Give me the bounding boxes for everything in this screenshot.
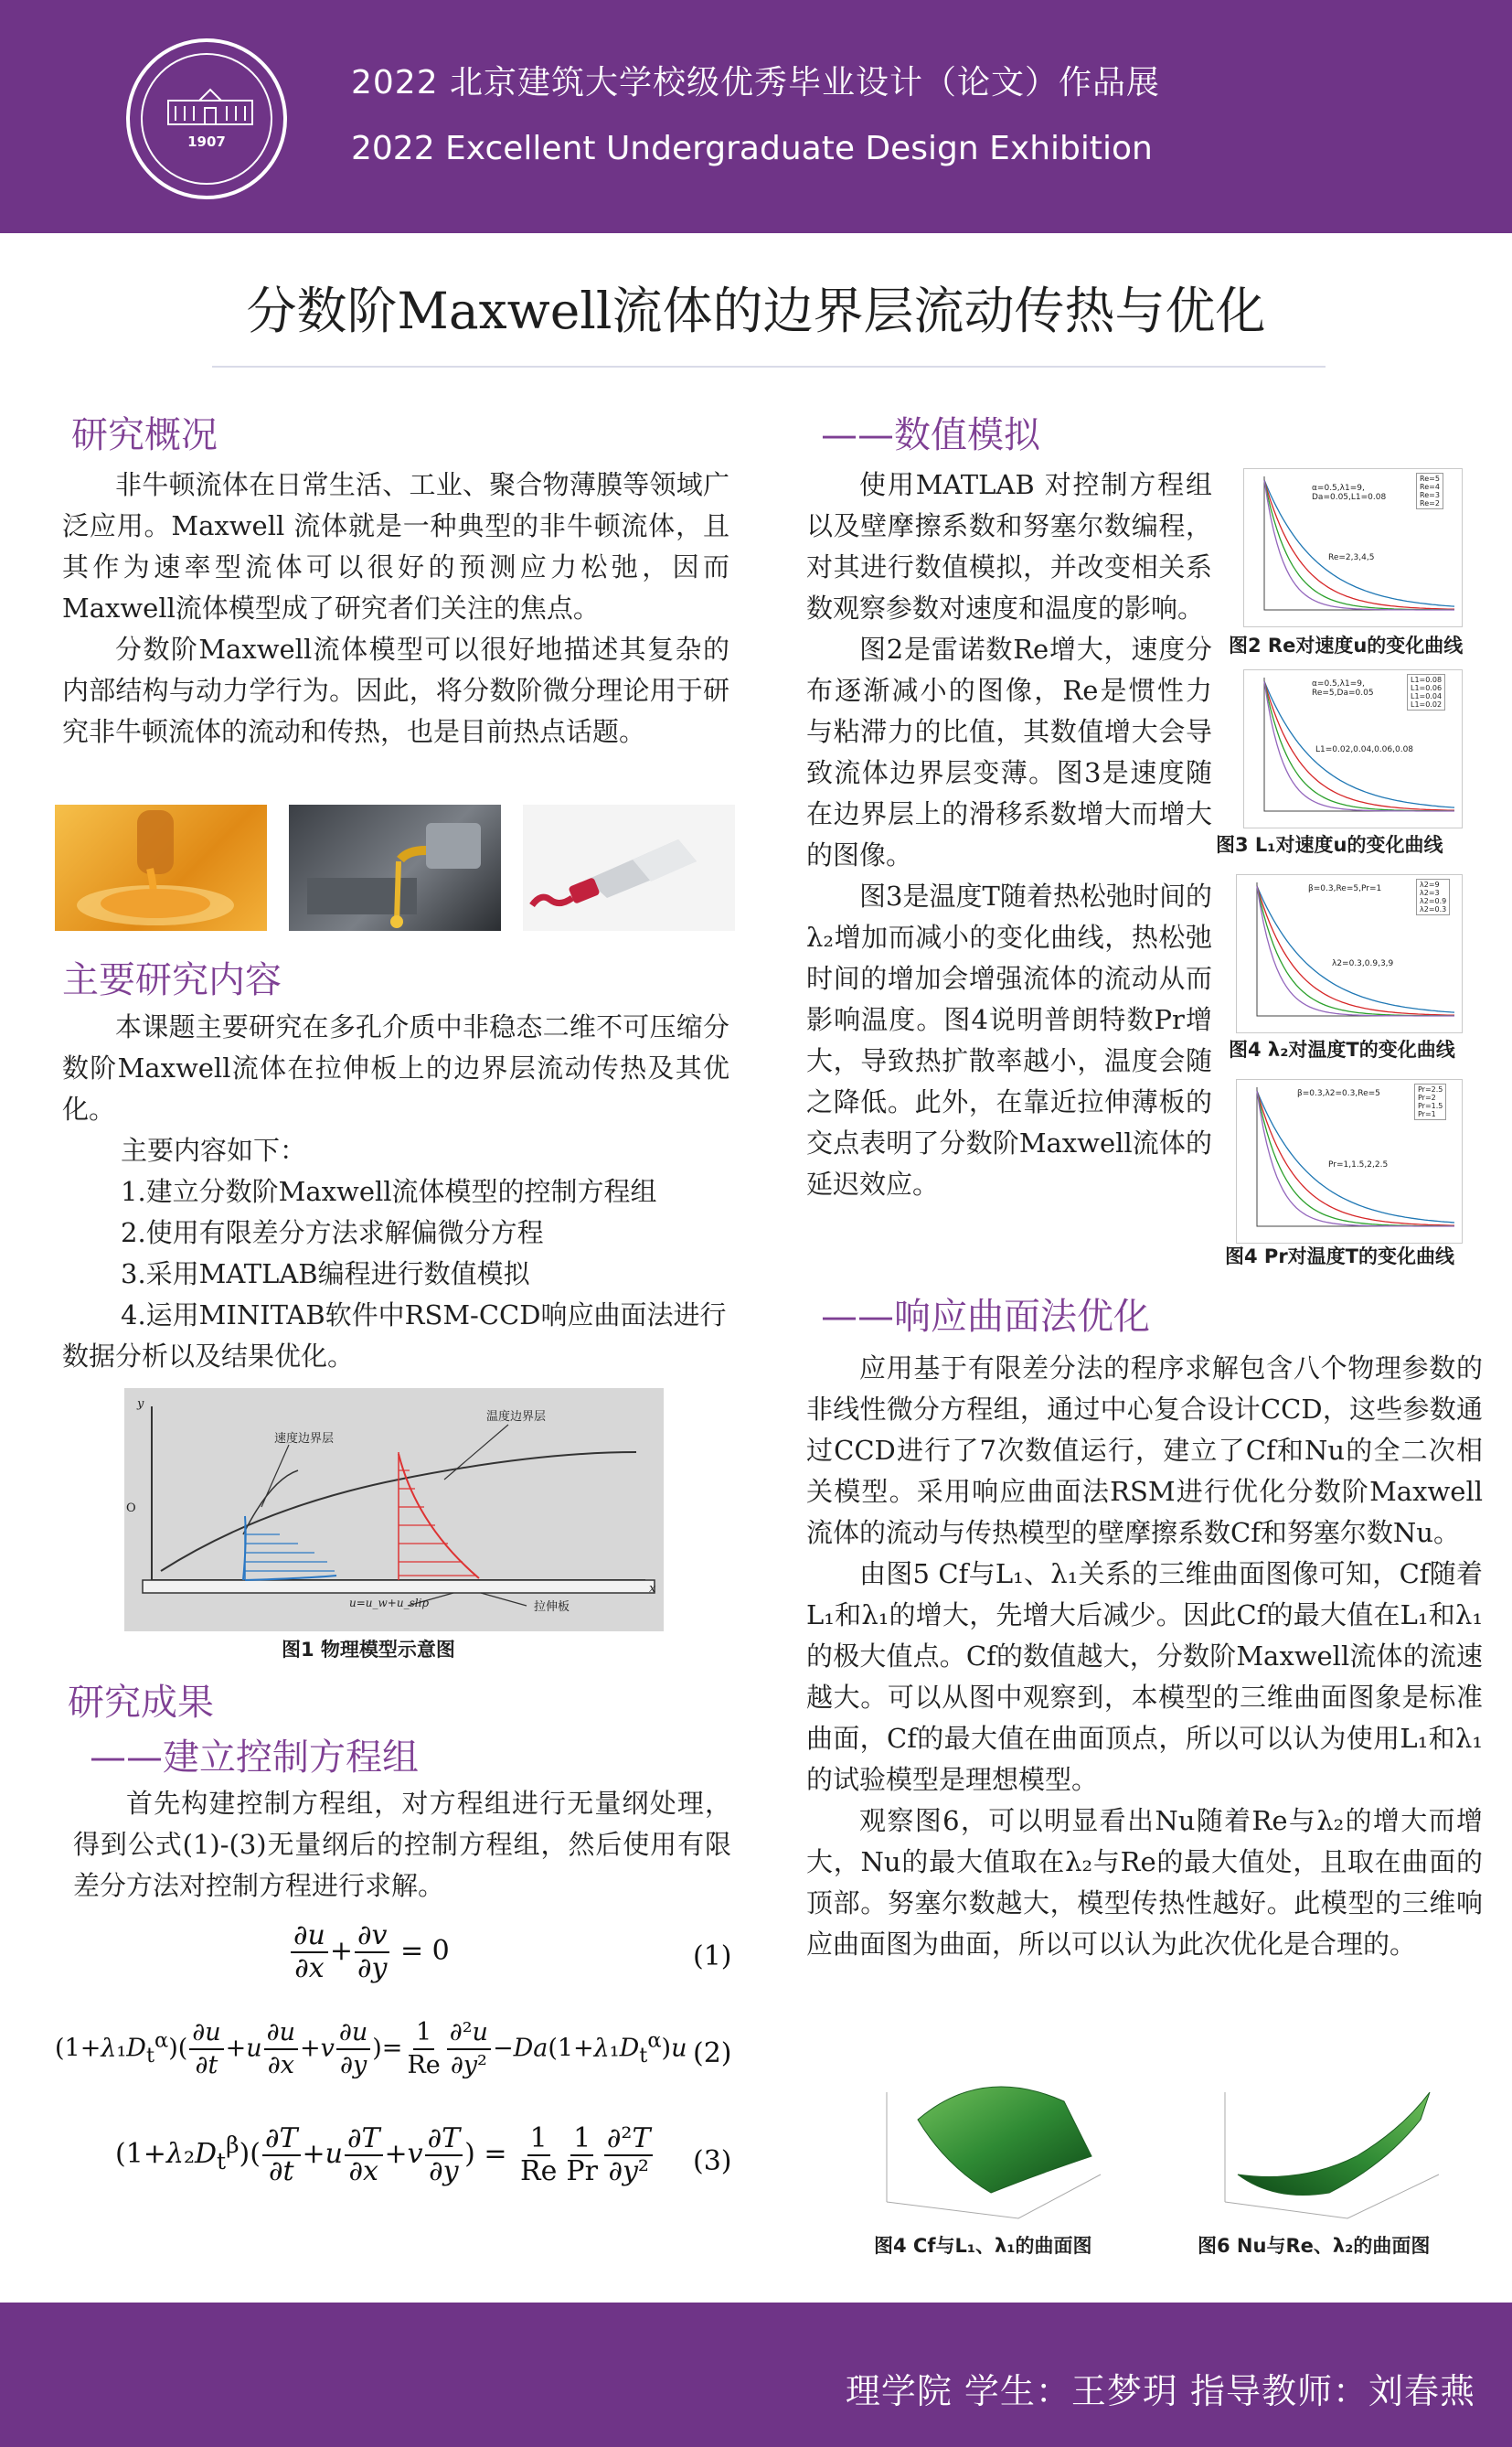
equation-2-number: (2) (693, 2037, 732, 2069)
legend-entry: λ2=0.9 (1420, 897, 1447, 905)
header-title-cn: 2022 北京建筑大学校级优秀毕业设计（论文）作品展 (351, 64, 1161, 102)
numerical-heading: ——数值模拟 (821, 414, 1040, 456)
list-item: 2.使用有限差分方法求解偏微分方程 (121, 1217, 544, 1248)
legend-entry: L1=0.08 (1411, 676, 1443, 684)
legend-entry: L1=0.06 (1411, 684, 1443, 692)
rsm-paragraph-2: 由图5 Cf与L₁、λ₁关系的三维曲面图像可知，Cf随着L₁和λ₁的增大，先增大后减少。因此Cf的最大值在L₁和λ₁的极大值点。Cf的数值越大，分数阶Maxwell流体的流速越大。可以从图中观察到，本模型的三维曲面图象是标准曲面，Cf的最大值在曲面顶点，所以可以认为使用L₁和λ₁的试验模型是理想模型。 (806, 1558, 1483, 1795)
equations-intro-text: 首先构建控制方程组，对方程组进行无量纲处理，得到公式(1)-(3)无量纲后的控制方程组，然后使用有限差分方法对控制方程进行求解。 (73, 1788, 731, 1901)
plot-params: β=0.3,λ2=0.3,Re=5 (1297, 1089, 1380, 1098)
header-title-en: 2022 Excellent Undergraduate Design Exhibition (351, 130, 1153, 167)
paint-tube-photo (523, 805, 735, 931)
plot-lambda2-temperature (1236, 874, 1463, 1033)
figure-5-surface (854, 2056, 1119, 2226)
list-item: 4.运用MINITAB软件中RSM-CCD响应曲面法进行数据分析以及结果优化。 (62, 1299, 727, 1372)
equation-3-number: (3) (693, 2145, 732, 2177)
figure-4b-caption: 图4 Pr对温度T的变化曲线 (1225, 1245, 1454, 1267)
plot-annotation: λ2=0.3,0.9,3,9 (1332, 959, 1394, 968)
legend-entry: λ2=3 (1420, 889, 1440, 897)
plot-l1-velocity (1243, 669, 1463, 828)
x-axis-label: x (649, 1582, 656, 1596)
plot-annotation: Pr=1,1.5,2,2.5 (1328, 1160, 1389, 1170)
equation-1-number: (1) (693, 1940, 732, 1972)
plot-params: α=0.5,λ1=9, Re=5,Da=0.05 (1312, 679, 1374, 698)
legend-entry: Pr=2.5 (1418, 1085, 1443, 1094)
rsm-paragraph-1: 应用基于有限差分法的程序求解包含八个物理参数的非线性微分方程组，通过中心复合设计CCD，这些参数通过CCD进行了7次数值运行，建立了Cf和Nu的全二次相关模型。采用响应曲面法RSM进行优化分数阶Maxwell流体的流动与传热模型的壁摩擦系数Cf和努塞尔数Nu。 (806, 1352, 1483, 1548)
figure-3-caption: 图3 L₁对速度u的变化曲线 (1216, 834, 1443, 856)
figure-1-physical-model (124, 1388, 664, 1631)
velocity-formula-label: u=u_w+u_slip (349, 1597, 430, 1609)
legend-entry: Pr=2 (1418, 1094, 1436, 1102)
plot-legend (1416, 879, 1450, 915)
equation-2: $(1+\lambda_1D_t^\alpha)$( $\frac{\partial u}{\partial t}$ +u $\frac{\partial u}{\partial x}$ +v $\frac{\partial u}{\partial y}$ )= $\frac{1}{Re}$ $\frac{\text{∂²u}}{\text{∂y²}}$ $-Da(1+\lambda_1D_t^\alpha)u$ (55, 2018, 687, 2079)
equation-3: $(1+\lambda_2D_t^\beta)$( $\frac{\partial T}{\partial t}$ +u $\frac{\partial T}{\partial x}$ +v $\frac{\partial T}{\partial y}$ ) = $\frac{1}{Re}$ $\frac{1}{Pr}$ $\frac{\text{∂²T}}{\text{∂y²}}$ (115, 2123, 655, 2187)
numerical-text (806, 465, 1212, 1205)
main-content-heading: 主要研究内容 (62, 959, 282, 1001)
footer-credits: 理学院 学生：王梦玥 指导教师：刘春燕 (845, 2371, 1475, 2411)
equations-subheading: ——建立控制方程组 (90, 1736, 419, 1779)
overview-text (62, 465, 729, 753)
plot-re-velocity (1243, 468, 1463, 627)
legend-entry: Re=5 (1420, 475, 1440, 483)
overview-paragraph-2: 分数阶Maxwell流体模型可以很好地描述其复杂的内部结构与动力学行为。因此，将分数阶微分理论用于研究非牛顿流体的流动和传热，也是目前热点话题。 (62, 634, 729, 747)
numerical-paragraph-2: 图2是雷诺数Re增大，速度分布逐渐减小的图像，Re是惯性力与粘滞力的比值，其数值增大会导致流体边界层变薄。图3是速度随在边界层上的滑移系数增大而增大的图像。 (806, 634, 1212, 871)
figure-5-caption: 图4 Cf与L₁、λ₁的曲面图 (874, 2235, 1092, 2257)
title-divider (212, 366, 1326, 368)
plot-legend (1416, 473, 1443, 509)
main-content-list-title: 主要内容如下： (121, 1135, 307, 1166)
temperature-layer-label: 温度边界层 (486, 1410, 547, 1424)
plot-annotation: Re=2,3,4,5 (1328, 553, 1375, 562)
origin-label: O (126, 1501, 136, 1515)
plate-label: 拉伸板 (534, 1600, 570, 1614)
rsm-paragraph-3: 观察图6，可以明显看出Nu随着Re与λ₂的增大而增大，Nu的最大值取在λ₂与Re的最大值处，且取在曲面的顶部。努塞尔数越大，模型传热性越好。此模型的三维响应曲面图为曲面，所以可以认为此次优化是合理的。 (806, 1805, 1483, 1960)
figure-2-caption: 图2 Re对速度u的变化曲线 (1229, 635, 1464, 657)
university-logo (126, 38, 287, 199)
engine-oil-photo (289, 805, 501, 931)
plot-annotation: L1=0.02,0.04,0.06,0.08 (1315, 745, 1414, 754)
velocity-layer-label: 速度边界层 (274, 1432, 335, 1446)
rsm-heading: ——响应曲面法优化 (821, 1296, 1150, 1338)
legend-entry: Pr=1 (1418, 1110, 1436, 1118)
logo-year: 1907 (187, 134, 226, 150)
legend-entry: Re=3 (1420, 491, 1440, 499)
list-item: 1.建立分数阶Maxwell流体模型的控制方程组 (121, 1176, 657, 1207)
legend-entry: L1=0.02 (1411, 700, 1443, 709)
list-item: 3.采用MATLAB编程进行数值模拟 (121, 1258, 530, 1289)
numerical-paragraph-1: 使用MATLAB 对控制方程组以及壁摩擦系数和努塞尔数编程，对其进行数值模拟，并改变相关系数观察参数对速度和温度的影响。 (806, 469, 1212, 624)
legend-entry: Re=2 (1420, 499, 1440, 508)
legend-entry: λ2=0.3 (1420, 905, 1447, 914)
plot-legend (1407, 674, 1445, 711)
results-heading: 研究成果 (68, 1682, 214, 1724)
y-axis-label: y (137, 1397, 144, 1411)
plot-params: β=0.3,Re=5,Pr=1 (1308, 884, 1382, 893)
plot-pr-temperature (1236, 1079, 1463, 1244)
honey-photo (55, 805, 267, 931)
poster-title: 分数阶Maxwell流体的边界层流动传热与优化 (246, 282, 1266, 340)
figure-6-surface (1192, 2056, 1466, 2226)
rsm-text (806, 1348, 1483, 1965)
overview-paragraph-1: 非牛顿流体在日常生活、工业、聚合物薄膜等领域广泛应用。Maxwell 流体就是一种典型的非牛顿流体，且其作为速率型流体可以很好的预测应力松弛，因而Maxwell流体模型成了研究者们关注的焦点。 (62, 469, 729, 624)
legend-entry: Pr=1.5 (1418, 1102, 1443, 1110)
figure-4a-caption: 图4 λ₂对温度T的变化曲线 (1229, 1039, 1455, 1061)
plot-legend (1414, 1084, 1446, 1120)
figure-6-caption: 图6 Nu与Re、λ₂的曲面图 (1198, 2235, 1431, 2257)
equation-1: $\frac{\partial u}{\partial x}$ + $\frac{\partial v}{\partial y}$ = 0 (289, 1920, 450, 1984)
main-content-intro (62, 1007, 729, 1130)
figure-1-caption: 图1 物理模型示意图 (282, 1639, 455, 1661)
legend-entry: Re=4 (1420, 483, 1440, 491)
legend-entry: λ2=9 (1420, 881, 1440, 889)
legend-entry: L1=0.04 (1411, 692, 1443, 700)
building-icon (163, 88, 258, 128)
equations-intro (73, 1783, 731, 1907)
overview-heading: 研究概况 (71, 414, 218, 456)
main-content-intro-text: 本课题主要研究在多孔介质中非稳态二维不可压缩分数阶Maxwell流体在拉伸板上的边界层流动传热及其优化。 (62, 1011, 729, 1125)
numerical-paragraph-3: 图3是温度T随着热松弛时间的λ₂增加而减小的变化曲线，热松弛时间的增加会增强流体的流动从而影响温度。图4说明普朗特数Pr增大，导致热扩散率越小，温度会随之降低。此外，在靠近拉伸薄板的交点表明了分数阶Maxwell流体的延迟效应。 (806, 881, 1212, 1200)
plot-params: α=0.5,λ1=9, Da=0.05,L1=0.08 (1312, 484, 1387, 502)
